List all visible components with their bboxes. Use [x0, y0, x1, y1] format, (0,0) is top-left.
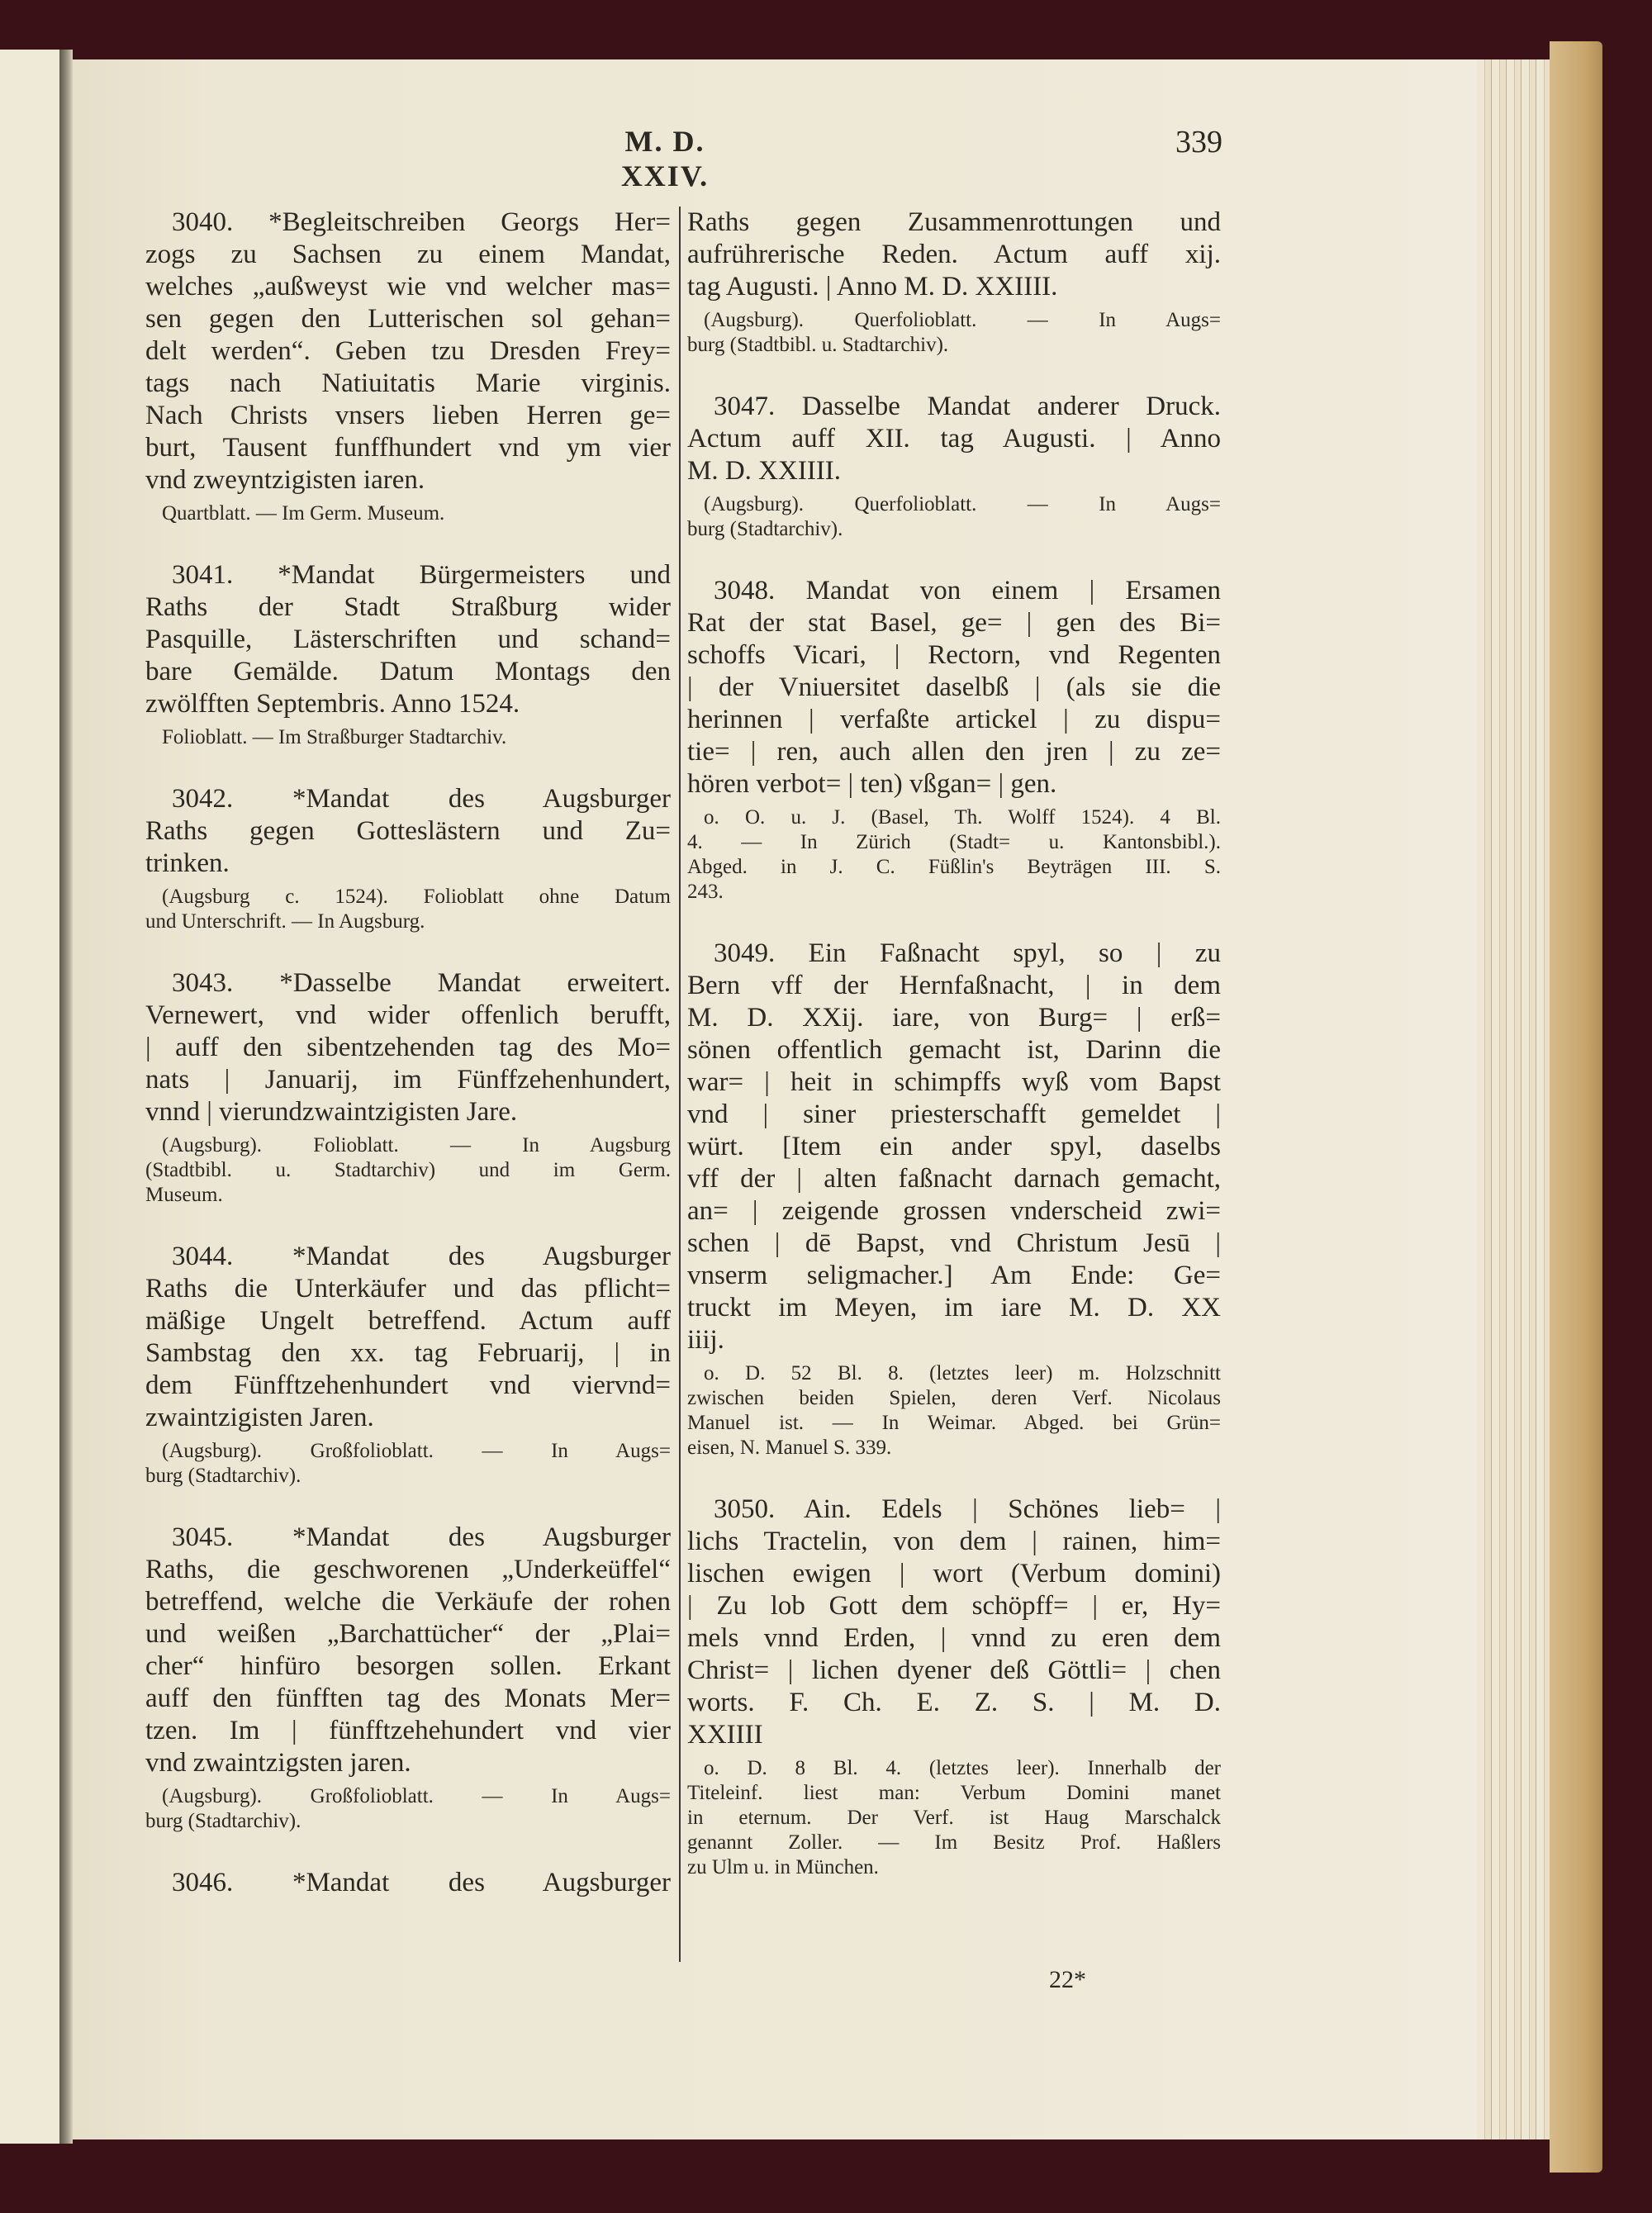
page-number: 339: [1175, 125, 1222, 159]
entry-line: cher“ hinfüro besorgen sollen. Erkant: [145, 1651, 671, 1681]
entry-line: 3044. *Mandat des Augsburger: [172, 1242, 671, 1271]
note-line: zu Ulm u. in München.: [687, 1856, 879, 1878]
note-line: (Stadtbibl. u. Stadtarchiv) und im Germ.: [145, 1159, 671, 1181]
note-line: (Augsburg c. 1524). Folioblatt ohne Datum: [162, 886, 671, 908]
left-column: [145, 207, 671, 1899]
note-line: 243.: [687, 881, 724, 903]
entry-line: schen | dē Bapst, vnd Christum Jesū |: [687, 1228, 1221, 1258]
entry-line: 3047. Dasselbe Mandat anderer Druck.: [714, 392, 1221, 421]
right-column: [687, 207, 1221, 1880]
note-line: o. D. 52 Bl. 8. (letztes leer) m. Holzschnitt: [704, 1362, 1221, 1384]
note-line: (Augsburg). Querfolioblatt. — In Augs=: [704, 493, 1221, 515]
catalog-entry: [687, 938, 1221, 1460]
entry-line: 3045. *Mandat des Augsburger: [172, 1522, 671, 1552]
note-line: Folioblatt. — Im Straßburger Stadtarchiv.: [162, 726, 507, 748]
entry-line: M. D. XXij. iare, von Burg= | erß=: [687, 1003, 1221, 1033]
note-line: burg (Stadtarchiv).: [687, 518, 843, 540]
bibliographic-note: [687, 1356, 1221, 1460]
note-line: o. D. 8 Bl. 4. (letztes leer). Innerhalb der: [704, 1757, 1221, 1779]
book-gutter: [59, 50, 73, 2144]
entry-line: vnd | siner priesterschafft gemeldet |: [687, 1099, 1221, 1129]
entry-line: schoffs Vicari, | Rectorn, vnd Regenten: [687, 640, 1221, 670]
entry-line: an= | zeigende grossen vnderscheid zwi=: [687, 1196, 1221, 1226]
entry-line: Raths gegen Gotteslästern und Zu=: [145, 816, 671, 846]
catalog-entry: [145, 1241, 671, 1489]
catalog-entry: [145, 207, 671, 526]
entry-line: zwaintzigisten Jaren.: [145, 1403, 374, 1432]
book-cover-edge: [1550, 41, 1602, 2173]
entry-line: Raths die Unterkäufer und das pflicht=: [145, 1274, 671, 1304]
entry-line: Raths der Stadt Straßburg wider: [145, 592, 671, 622]
entry-line: vff der | alten faßnacht darnach gemacht,: [687, 1164, 1221, 1194]
entry-line: Nach Christs vnsers lieben Herren ge=: [145, 401, 671, 430]
entry-line: | Zu lob Gott dem schöpff= | er, Hy=: [687, 1591, 1221, 1621]
note-line: o. O. u. J. (Basel, Th. Wolff 1524). 4 Bl.: [704, 806, 1221, 829]
bibliographic-note: [145, 1128, 671, 1208]
entry-line: Bern vff der Hernfaßnacht, | in dem: [687, 971, 1221, 1000]
entry-line: hören verbot= | ten) vßgan= | gen.: [687, 769, 1057, 799]
entry-line: sönen offentlich gemacht ist, Darinn die: [687, 1035, 1221, 1065]
entry-line: 3042. *Mandat des Augsburger: [172, 784, 671, 814]
entry-line: 3041. *Mandat Bürgermeisters und: [172, 560, 671, 590]
catalog-entry: [687, 1494, 1221, 1880]
entry-line: betreffend, welche die Verkäufe der rohen: [145, 1587, 671, 1617]
entry-line: nats | Januarij, im Fünffzehenhundert,: [145, 1065, 671, 1095]
entry-line: 3043. *Dasselbe Mandat erweitert.: [172, 968, 671, 998]
entry-line: zogs zu Sachsen zu einem Mandat,: [145, 240, 671, 269]
entry-line: zwölfften Septembris. Anno 1524.: [145, 689, 520, 719]
note-line: (Augsburg). Querfolioblatt. — In Augs=: [704, 309, 1221, 331]
catalog-entry: [687, 391, 1221, 542]
entry-line: mels vnnd Erden, | vnnd zu eren dem: [687, 1623, 1221, 1653]
bibliographic-note: [687, 1751, 1221, 1880]
entry-line: tags nach Natiuitatis Marie virginis.: [145, 368, 671, 398]
bibliographic-note: [687, 800, 1221, 905]
catalog-entry: [145, 1867, 671, 1899]
entry-line: Raths gegen Zusammenrottungen und: [687, 207, 1221, 237]
note-line: 4. — In Zürich (Stadt= u. Kantonsbibl.).: [687, 831, 1221, 853]
entry-line: trinken.: [145, 848, 230, 878]
entry-line: Raths, die geschworenen „Underkeüffel“: [145, 1555, 671, 1584]
entry-line: bare Gemälde. Datum Montags den: [145, 657, 671, 686]
running-title: M. D. XXIV.: [620, 125, 710, 192]
entry-line: 3049. Ein Faßnacht spyl, so | zu: [714, 938, 1221, 968]
bibliographic-note: [145, 1779, 671, 1834]
note-line: Abged. in J. C. Füßlin's Beyträgen III. S.: [687, 856, 1221, 878]
entry-line: aufrührerische Reden. Actum auff xij.: [687, 240, 1221, 269]
entry-line: mäßige Ungelt betreffend. Actum auff: [145, 1306, 671, 1336]
note-line: Titeleinf. liest man: Verbum Domini manet: [687, 1782, 1221, 1804]
entry-line: sen gegen den Lutterischen sol gehan=: [145, 304, 671, 334]
note-line: (Augsburg). Folioblatt. — In Augsburg: [162, 1134, 671, 1156]
entry-line: 3050. Ain. Edels | Schönes lieb= |: [714, 1494, 1221, 1524]
entry-line: Actum auff XII. tag Augusti. | Anno: [687, 424, 1221, 454]
note-line: Museum.: [145, 1184, 223, 1206]
entry-line: Vernewert, vnd wider offenlich berufft,: [145, 1000, 671, 1030]
note-line: burg (Stadtarchiv).: [145, 1465, 301, 1487]
note-line: (Augsburg). Großfolioblatt. — In Augs=: [162, 1785, 671, 1807]
bibliographic-note: [687, 487, 1221, 542]
bibliographic-note: [687, 303, 1221, 358]
entry-line: Sambstag den xx. tag Februarij, | in: [145, 1338, 671, 1368]
entry-line: 3048. Mandat von einem | Ersamen: [714, 576, 1221, 605]
note-line: burg (Stadtbibl. u. Stadtarchiv).: [687, 334, 949, 356]
entry-line: auff den fünfften tag des Monats Mer=: [145, 1683, 671, 1713]
note-line: genannt Zoller. — Im Besitz Prof. Haßlers: [687, 1831, 1221, 1854]
bibliographic-note: [145, 880, 671, 934]
entry-line: tag Augusti. | Anno M. D. XXIIII.: [687, 272, 1058, 302]
note-line: Quartblatt. — Im Germ. Museum.: [162, 502, 445, 525]
facing-page-edge: [0, 50, 59, 2144]
bibliographic-note: [145, 496, 671, 526]
entry-line: | der Vniuersitet daselbß | (als sie die: [687, 672, 1221, 702]
signature-mark: 22*: [1049, 1966, 1086, 1993]
bibliographic-note: [145, 720, 671, 750]
entry-line: truckt im Meyen, im iare M. D. XX: [687, 1293, 1221, 1323]
entry-line: und weißen „Barchattücher“ der „Plai=: [145, 1619, 671, 1649]
note-line: zwischen beiden Spielen, deren Verf. Nicolaus: [687, 1387, 1221, 1409]
catalog-entry: [687, 575, 1221, 905]
catalog-entry: [687, 207, 1221, 358]
entry-line: Rat der stat Basel, ge= | gen des Bi=: [687, 608, 1221, 638]
catalog-entry: [145, 967, 671, 1208]
entry-line: vnnd | vierundzwaintzigisten Jare.: [145, 1097, 518, 1127]
note-line: (Augsburg). Großfolioblatt. — In Augs=: [162, 1440, 671, 1462]
entry-line: burt, Tausent funffhundert vnd ym vier: [145, 433, 671, 463]
note-line: burg (Stadtarchiv).: [145, 1810, 301, 1832]
entry-line: lichs Tractelin, von dem | rainen, him=: [687, 1527, 1221, 1556]
bibliographic-note: [145, 1434, 671, 1489]
entry-line: welches „außweyst wie vnd welcher mas=: [145, 272, 671, 302]
entry-line: tie= | ren, auch allen den jren | zu ze=: [687, 737, 1221, 767]
entry-line: Christ= | lichen dyener deß Göttli= | chen: [687, 1655, 1221, 1685]
entry-line: dem Fünfftzehenhundert vnd viervnd=: [145, 1370, 671, 1400]
entry-line: 3046. *Mandat des Augsburger: [172, 1868, 671, 1897]
entry-line: vnd zwaintzigsten jaren.: [145, 1748, 411, 1778]
entry-line: herinnen | verfaßte artickel | zu dispu=: [687, 705, 1221, 734]
entry-line: würt. [Item ein ander spyl, daselbs: [687, 1132, 1221, 1161]
catalog-entry: [145, 783, 671, 934]
note-line: und Unterschrift. — In Augsburg.: [145, 910, 425, 933]
entry-line: delt werden“. Geben tzu Dresden Frey=: [145, 336, 671, 366]
note-line: eisen, N. Manuel S. 339.: [687, 1437, 892, 1459]
entry-line: M. D. XXIIII.: [687, 456, 842, 486]
entry-line: lischen ewigen | wort (Verbum domini): [687, 1559, 1221, 1589]
entry-line: 3040. *Begleitschreiben Georgs Her=: [172, 207, 671, 237]
entry-line: | auff den sibentzehenden tag des Mo=: [145, 1033, 671, 1062]
entry-line: tzen. Im | fünfftzehehundert vnd vier: [145, 1716, 671, 1745]
entry-line: worts. F. Ch. E. Z. S. | M. D.: [687, 1688, 1221, 1717]
page-stack-edge: [1477, 59, 1551, 2139]
entry-line: vnd zweyntzigisten iaren.: [145, 465, 425, 495]
note-line: Manuel ist. — In Weimar. Abged. bei Grün=: [687, 1412, 1221, 1434]
column-divider: [679, 207, 681, 1962]
entry-line: Pasquille, Lästerschriften und schand=: [145, 624, 671, 654]
entry-line: war= | heit in schimpffs wyß vom Bapst: [687, 1067, 1221, 1097]
entry-line: XXIIII: [687, 1720, 763, 1750]
catalog-entry: [145, 1522, 671, 1834]
note-line: in eternum. Der Verf. ist Haug Marschalck: [687, 1807, 1221, 1829]
entry-line: vnserm seligmacher.] Am Ende: Ge=: [687, 1261, 1221, 1290]
catalog-entry: [145, 559, 671, 750]
entry-line: iiij.: [687, 1325, 724, 1355]
